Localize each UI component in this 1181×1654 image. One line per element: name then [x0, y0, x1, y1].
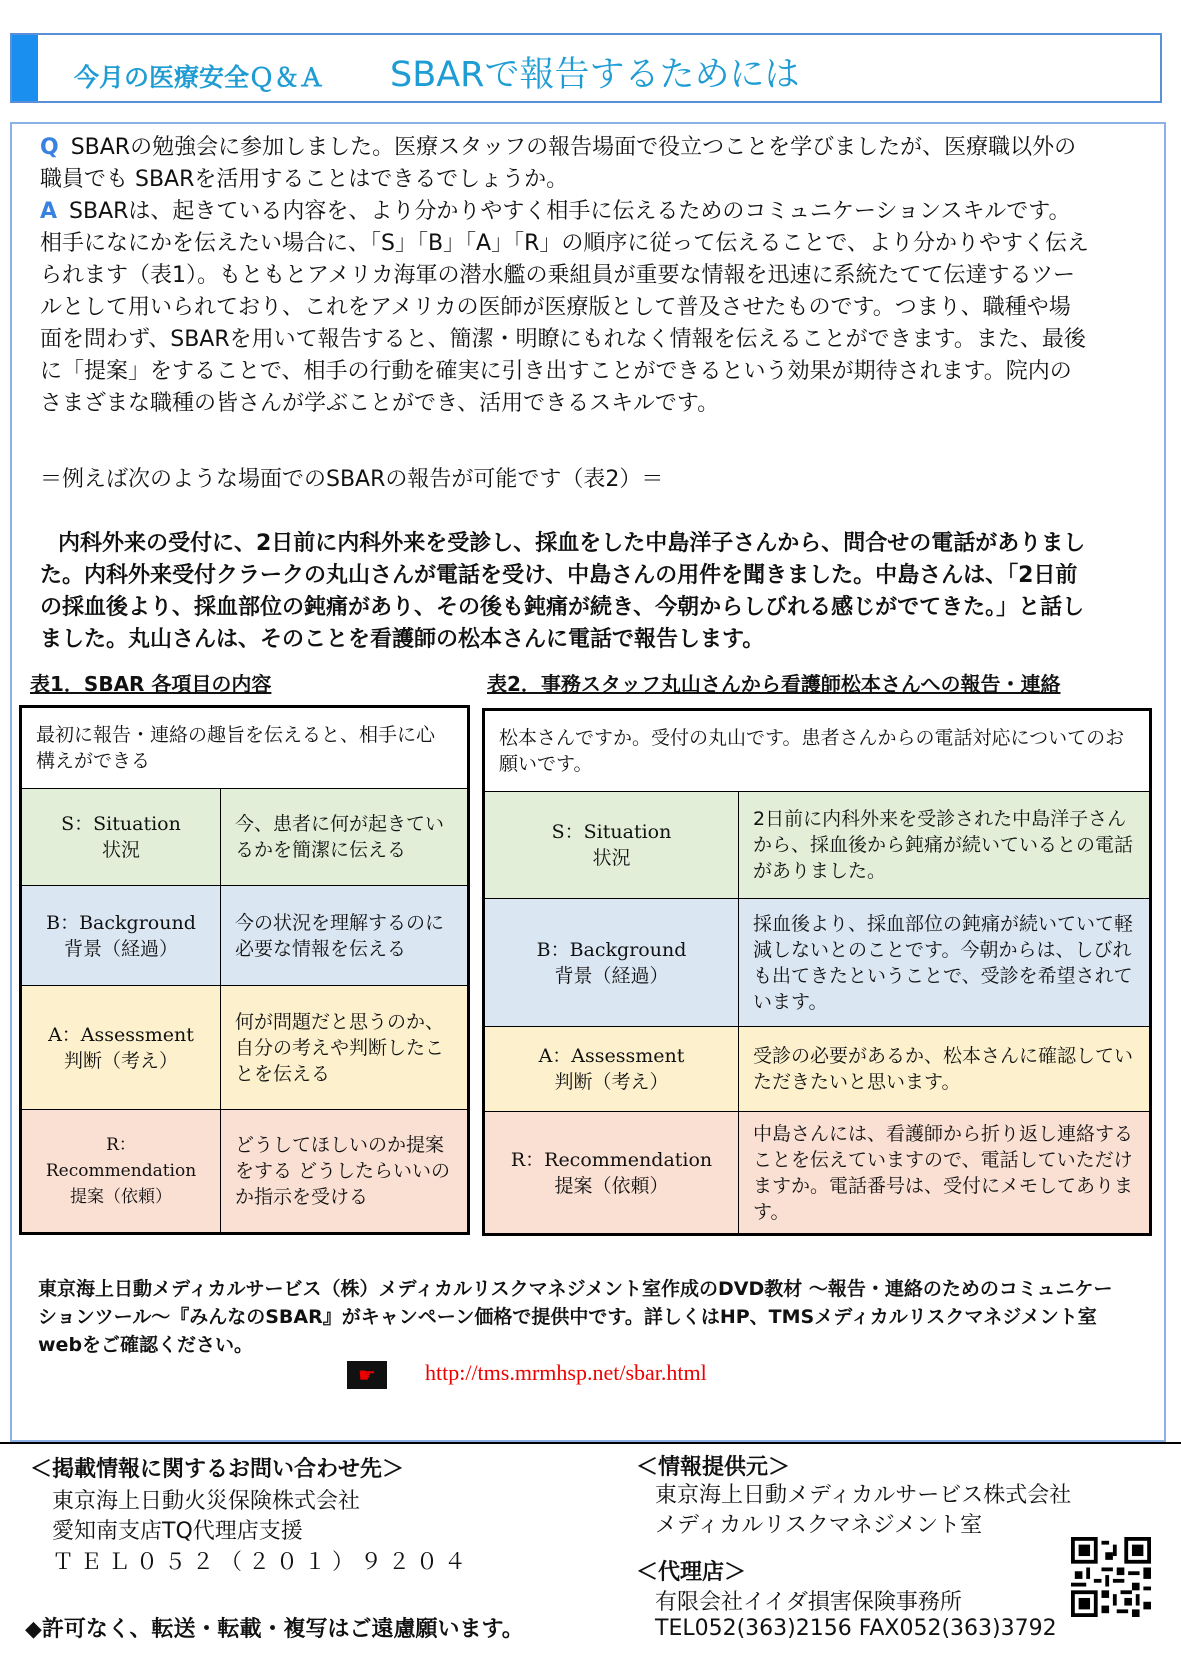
table1-key-en: B：Background — [46, 911, 196, 934]
table1-title: 表1．SBAR 各項目の内容 — [30, 672, 272, 696]
agency-title: ＜代理店＞ — [636, 1560, 747, 1585]
table2-desc: 受診の必要があるか、松本さんに確認していただきたいと思います。 — [739, 1027, 1151, 1112]
table2-title: 表2．事務スタッフ丸山さんから看護師松本さんへの報告・連絡 — [487, 672, 1061, 696]
page-title: SBARで報告するためには — [390, 55, 800, 95]
qr-code-icon — [1070, 1537, 1152, 1617]
agency-tel: TEL052(363)2156 FAX052(363)3792 — [655, 1616, 1057, 1641]
table-row — [21, 1110, 469, 1234]
table1-key-ja: 背景（経過） — [63, 937, 178, 960]
example-heading: ＝例えば次のような場面でのSBARの報告が可能です（表2）＝ — [40, 467, 664, 492]
table-row — [21, 886, 469, 986]
table2-key-en: S：Situation — [551, 821, 672, 843]
table2-desc: 2日前に内科外来を受診された中島洋子さんから、採血後から鈍痛が続いているとの電話がありました。 — [739, 792, 1151, 899]
table-row — [21, 986, 469, 1110]
header-accent-bar — [12, 35, 38, 101]
contact-title: ＜掲載情報に関するお問い合わせ先＞ — [30, 1457, 405, 1482]
table2-key-en: R：Recommendation — [510, 1148, 713, 1171]
table2-key-ja: 判断（考え） — [554, 1071, 669, 1093]
table2-desc: 中島さんには、看護師から折り返し連絡することを伝えていますので、電話していただけますか。電話番号は、受付にメモしてあります。 — [739, 1112, 1151, 1235]
table1-key-ja: 提案（依頼） — [70, 1187, 172, 1207]
table1-key-en: S：Situation — [61, 813, 181, 835]
copy-warning: ◆許可なく、転送・転載・複写はご遠慮願います。 — [25, 1617, 524, 1642]
contact-line: 愛知南支店TQ代理店支援 — [52, 1519, 303, 1544]
table-row — [484, 792, 1151, 899]
a-marker: A — [40, 199, 58, 224]
table2-key-ja: 状況 — [592, 847, 631, 869]
dvd-note: 東京海上日動メディカルサービス（株）メディカルリスクマネジメント室作成のDVD教材 ～報告・連絡のためのコミュニケーションツール～『みんなのSBAR』がキャンペーン価格で提供中です。詳しくはHP、TMSメディカルリスクマネジメント室webをご確認ください。 — [38, 1278, 1113, 1356]
sbar-link[interactable]: http://tms.mrmhsp.net/sbar.html — [425, 1360, 707, 1385]
table-row — [21, 789, 469, 886]
agency-name: 有限会社イイダ損害保険事務所 — [655, 1590, 962, 1615]
scenario-paragraph: 内科外来の受付に、2日前に内科外来を受診し、採血をした中島洋子さんから、問合せの電話がありました。内科外来受付クラークの丸山さんが電話を受け、中島さんの用件を聞きました。中島さんは、「2日前の採血後より、採血部位の鈍痛があり、その後も鈍痛が続き、今朝からしびれる感じがでてきた。」と話しました。丸山さんは、そのことを看護師の松本さんに電話で報告します。 — [40, 531, 1086, 652]
provider-line: 東京海上日動メディカルサービス株式会社 — [655, 1483, 1072, 1508]
table2 — [482, 708, 1152, 1236]
question-text: SBARの勉強会に参加しました。医療スタッフの報告場面で役立つことを学びましたが、医療職以外の職員でも SBARを活用することはできるでしょうか。 — [40, 135, 1077, 192]
table2-key-ja: 提案（依頼） — [554, 1174, 669, 1197]
question-paragraph — [40, 132, 1090, 196]
q-marker: Q — [40, 135, 59, 160]
header-category: 今月の医療安全Ｑ＆Ａ — [74, 63, 325, 92]
contact-line: 東京海上日動火災保険株式会社 — [52, 1489, 361, 1514]
table2-key-en: B：Background — [536, 938, 687, 961]
table-row — [484, 1027, 1151, 1112]
table1-desc: どうしてほしいのか提案をする どうしたらいいのか指示を受ける — [221, 1110, 469, 1234]
table-row — [484, 1112, 1151, 1235]
divider — [0, 1442, 1181, 1444]
table2-intro: 松本さんですか。受付の丸山です。患者さんからの電話対応についてのお願いです。 — [484, 710, 1151, 792]
table2-key-en: A：Assessment — [538, 1045, 685, 1067]
table2-key-ja: 背景（経過） — [554, 964, 669, 987]
table1-key-ja: 判断（考え） — [63, 1049, 178, 1072]
pointing-hand-icon: ☛ — [347, 1361, 387, 1389]
header-banner — [10, 33, 1162, 103]
table-row — [484, 899, 1151, 1027]
table1-desc: 今、患者に何が起きているかを簡潔に伝える — [221, 789, 469, 886]
table1-key-en: R：Recommendation — [45, 1135, 197, 1181]
answer-text: SBARは、起きている内容を、より分かりやすく相手に伝えるためのコミュニケーションスキルです。相手になにかを伝えたい場合に、「S」「B」「A」「R」の順序に従って伝えることで、より分かりやすく伝えられます（表1）。もともとアメリカ海軍の潜水艦の乗組員が重要な情報を迅速に系統たてて伝達するツールとして用いられており、これをアメリカの医師が医療版として普及させたものです。つまり、職種や場面を問わず、SBARを用いて報告すると、簡潔・明瞭にもれなく情報を伝えることができます。また、最後に「提案」をすることで、相手の行動を確実に引き出すことができるという効果が期待されます。院内のさまざまな職種の皆さんが学ぶことができ、活用できるスキルです。 — [40, 199, 1089, 416]
table1-key-en: A：Assessment — [48, 1023, 194, 1046]
contact-tel: ＴＥＬ０５２（２０１）９２０４ — [52, 1550, 473, 1575]
provider-line: メディカルリスクマネジメント室 — [655, 1513, 983, 1538]
provider-title: ＜情報提供元＞ — [636, 1455, 791, 1480]
table1-key-ja: 状況 — [101, 839, 140, 861]
table1-intro: 最初に報告・連絡の趣旨を伝えると、相手に心構えができる — [21, 707, 469, 789]
table1-desc: 何が問題だと思うのか、自分の考えや判断したことを伝える — [221, 986, 469, 1110]
table1 — [19, 705, 470, 1235]
answer-paragraph — [40, 196, 1090, 420]
table1-desc: 今の状況を理解するのに必要な情報を伝える — [221, 886, 469, 986]
table2-desc: 採血後より、採血部位の鈍痛が続いていて軽減しないとのことです。今朝からは、しびれも出てきたということで、受診を希望されています。 — [739, 899, 1151, 1027]
